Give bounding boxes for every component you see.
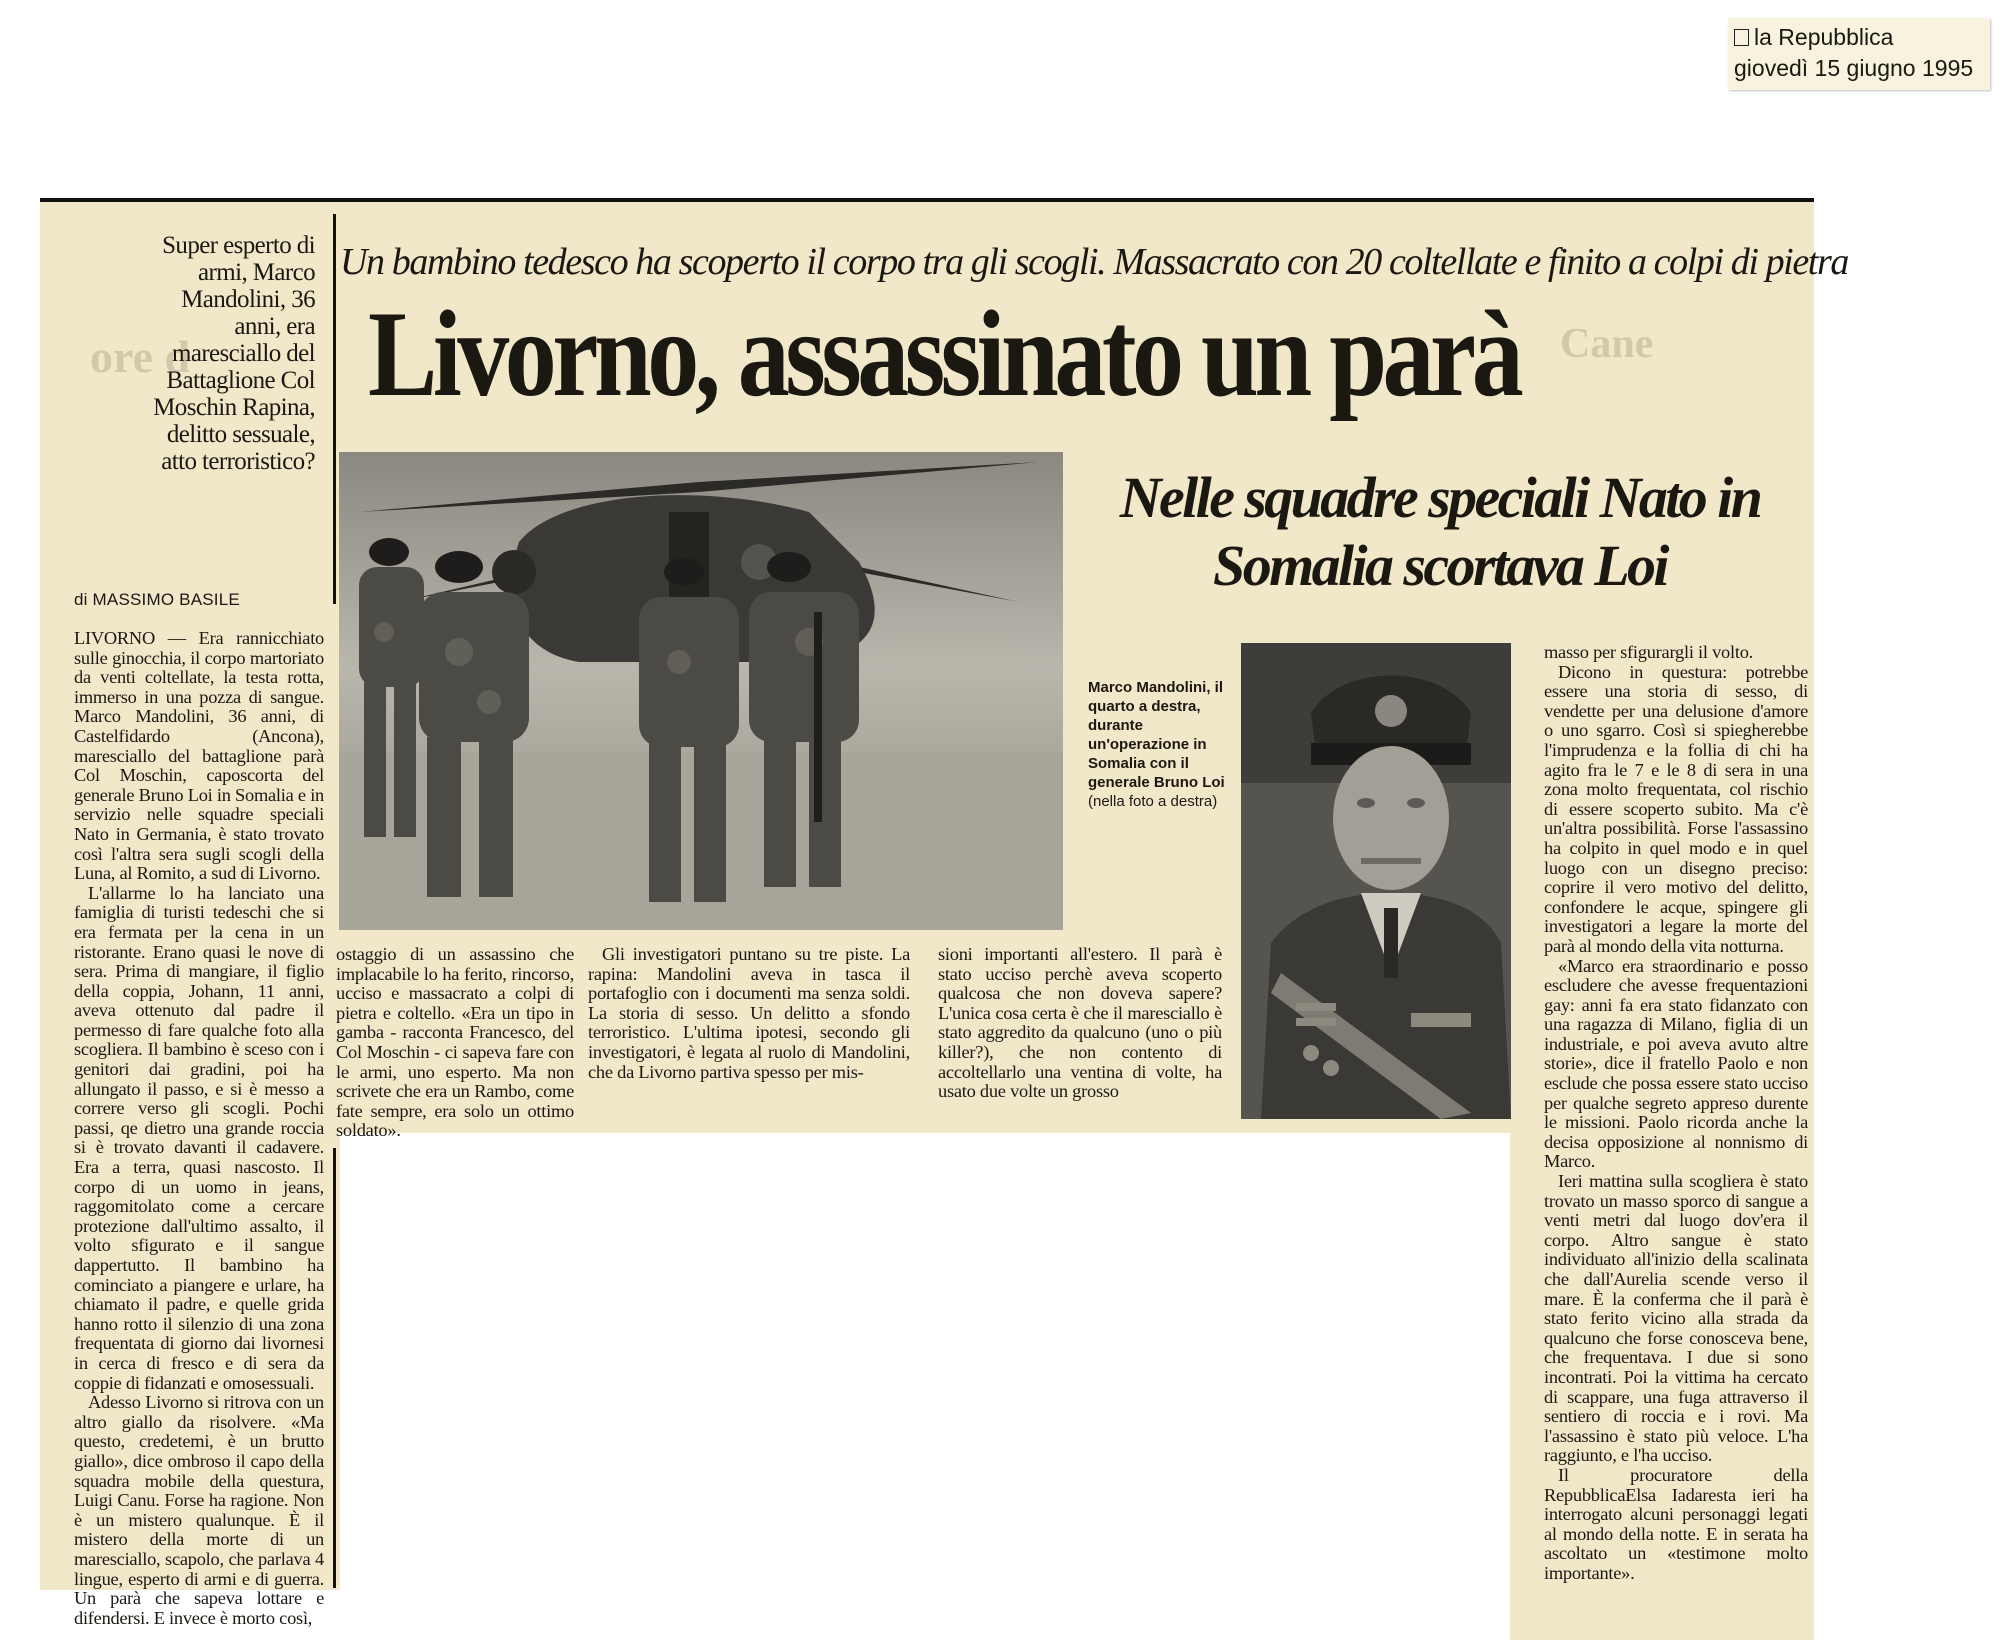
article-column-3 [588, 945, 910, 1082]
square-bullet-icon [1734, 29, 1749, 46]
article-paragraph: Adesso Livorno si ritrova con un altro giallo da risolvere. «Ma questo, credetemi, è un brutto giallo», dice ombroso il capo della squadra mobile della questura, Luigi Canu. Forse ha ragione. Non è un mistero qualunque. È il mistero della morte di un maresciallo, scapolo, che parlava 4 lingue, esperto di armi e di guerra. Un parà che sapeva lottare e difendersi. E invece è morto così, [74, 1392, 324, 1628]
soldiers-helicopter-photo [339, 452, 1063, 930]
article-paragraph: Il procuratore della RepubblicaElsa Iadaresta ieri ha interrogato alcuni personaggi legati al mondo della notte. E in serata ha ascoltato un «testimone molto importante». [1544, 1464, 1808, 1583]
article-paragraph: Dicono in questura: potrebbe essere una storia di sesso, di vendette per una delusione d'amore o uno sgarro. Così si spiegherebbe l'imprudenza e la follia di chi ha agito fra le 7 e le 8 di sera in una zona molto frequentata, col rischio di essere scoperto subito. Ma c'è un'altra possibilità. Forse l'assassino ha colpito in quel modo e in quel luogo con un disegno preciso: coprire il vero motivo del delitto, confondere le acque, spingere gli investigatori a legare la morte del parà al mondo della vita notturna. [1544, 661, 1808, 956]
subheadline: Nelle squadre speciali Nato in Somalia scortava Loi [1119, 465, 1761, 598]
photo-caption [1088, 678, 1238, 811]
overline: Un bambino tedesco ha scoperto il corpo tra gli scogli. Massacrato con 20 coltellate e finito a colpi di pietra [340, 241, 1848, 283]
column-rule [333, 214, 336, 604]
general-portrait-photo-art [1241, 643, 1511, 1119]
article-column-2 [336, 945, 574, 1141]
bleed-through-text: ore d [90, 331, 191, 382]
newspaper-name: la Repubblica [1754, 24, 1894, 50]
photo-caption-text: Marco Mandolini, il quarto a destra, durante un'operazione in Somalia con il generale Bruno Loi [1088, 679, 1225, 791]
byline: di MASSIMO BASILE [74, 590, 240, 609]
bleed-through-text: Cane [1560, 321, 1654, 367]
article-paragraph: LIVORNO — Era rannicchiato sulle ginocchia, il corpo martoriato da venti coltellate, la testa rotta, immerso in una pozza di sangue. Marco Mandolini, 36 anni, di Castelfidardo (Ancona), maresciallo del battaglione parà Col Moschin, caposcorta del generale Bruno Loi in Somalia e in servizio nelle squadre speciali Nato in Germania, è stato trovato così l'altra sera sugli scogli della Luna, al Romito, a sud di Livorno. [74, 628, 324, 884]
article-paragraph: «Marco era straordinario e posso escludere che avesse frequentazioni gay: anni fa era stato fidanzato con una ragazza di Milano, figlia di un industriale, e poi aveva avuto altre storie», dice il fratello Paolo e non esclude che possa essere stato ucciso per qualche segreto appreso durente le missioni. Paolo ricorda anche la decisa opposizione al nonnismo di Marco. [1544, 955, 1808, 1172]
top-rule [40, 198, 1814, 202]
general-portrait-photo [1241, 643, 1511, 1119]
article-paragraph: ostaggio di un assassino che implacabile lo ha ferito, rincorso, ucciso e massacrato a colpi di pietra e coltello. «Era un tipo in gamba - racconta Francesco, del Col Moschin - ci sapeva fare con le armi, uno esperto. Ma non scrivete che era un Rambo, come fate sempre, era solo un ottimo soldato». [336, 944, 574, 1141]
article-column-5 [1544, 643, 1808, 1584]
article-column-4 [938, 945, 1222, 1102]
photo-caption-note: (nella foto a destra) [1088, 793, 1218, 810]
column-rule [333, 1148, 336, 1588]
kicker: Super esperto di armi, Marco Mandolini, 36 anni, era maresciallo del Battaglione Col Moschin Rapina, delitto sessuale, atto terroristico? [153, 232, 315, 475]
article-paragraph: masso per sfigurargli il volto. [1544, 642, 1753, 662]
article-paragraph: Ieri mattina sulla scogliera è stato trovato un masso sporco di sangue a venti metri dal luogo dov'era il corpo. Altro sangue è stato individuato all'inizio della scalinata che dall'Aurelia scende verso il mare. È la conferma che il parà è stato ferito vicino alla strada da qualcuno che forse conosceva bene, che frequentava. I due si sono incontrati. Poi la vittima ha cercato di scappare, una fuga attraverso il sentiero di roccia e i rovi. Ma l'assassino è stato più veloce. L'ha raggiunto, e l'ha ucciso. [1544, 1171, 1808, 1466]
article-column-1 [74, 629, 324, 1628]
source-label [1728, 18, 1990, 90]
headline: Livorno, assassinato un parà [368, 286, 1520, 423]
article-paragraph: L'allarme lo ha lanciato una famiglia di turisti tedeschi che si era fermata per la cena in un ristorante. Erano quasi le nove di sera. Prima di mangiare, il figlio della coppia, Johann, 11 anni, aveva ottenuto dal padre il permesso di fare qualche foto alla scogliera. Il bambino è sceso con i genitori dai gradini, poi ha allungato il passo, e si è messo a correre verso gli scogli. Pochi passi, qe dietro una grande roccia si è trovato davanti il cadavere. Era a terra, quasi nascosto. Il corpo di un uomo in jeans, raggomitolato come a cercare protezione dall'ultimo assalto, il volto sfigurato e il sangue dappertutto. Il bambino ha cominciato a piangere e urlare, ha chiamato il padre, e quelle grida hanno rotto il silenzio di una zona frequentata di giorno dai livornesi in cerca di fresco e di sera da coppie di fidanzati e omosessuali. [74, 882, 324, 1393]
article-paragraph: Gli investigatori puntano su tre piste. La rapina: Mandolini aveva in tasca il portafoglio con i documenti ma senza soldi. La storia di sesso. Un delitto a sfondo terroristico. L'ultima ipotesi, secondo gli investigatori, è legata al ruolo di Mandolini, che da Livorno partiva spesso per mis- [588, 944, 910, 1082]
article-paragraph: sioni importanti all'estero. Il parà è stato ucciso perchè aveva scoperto qualcosa che non doveva sapere? L'unica cosa certa è che il maresciallo è stato aggredito da qualcuno (uno o più killer?), che non contento di accoltellarlo una ventina di volte, ha usato due volte un grosso [938, 944, 1222, 1102]
publication-date: giovedì 15 giugno 1995 [1734, 55, 1974, 81]
soldiers-helicopter-photo-art [339, 452, 1063, 930]
